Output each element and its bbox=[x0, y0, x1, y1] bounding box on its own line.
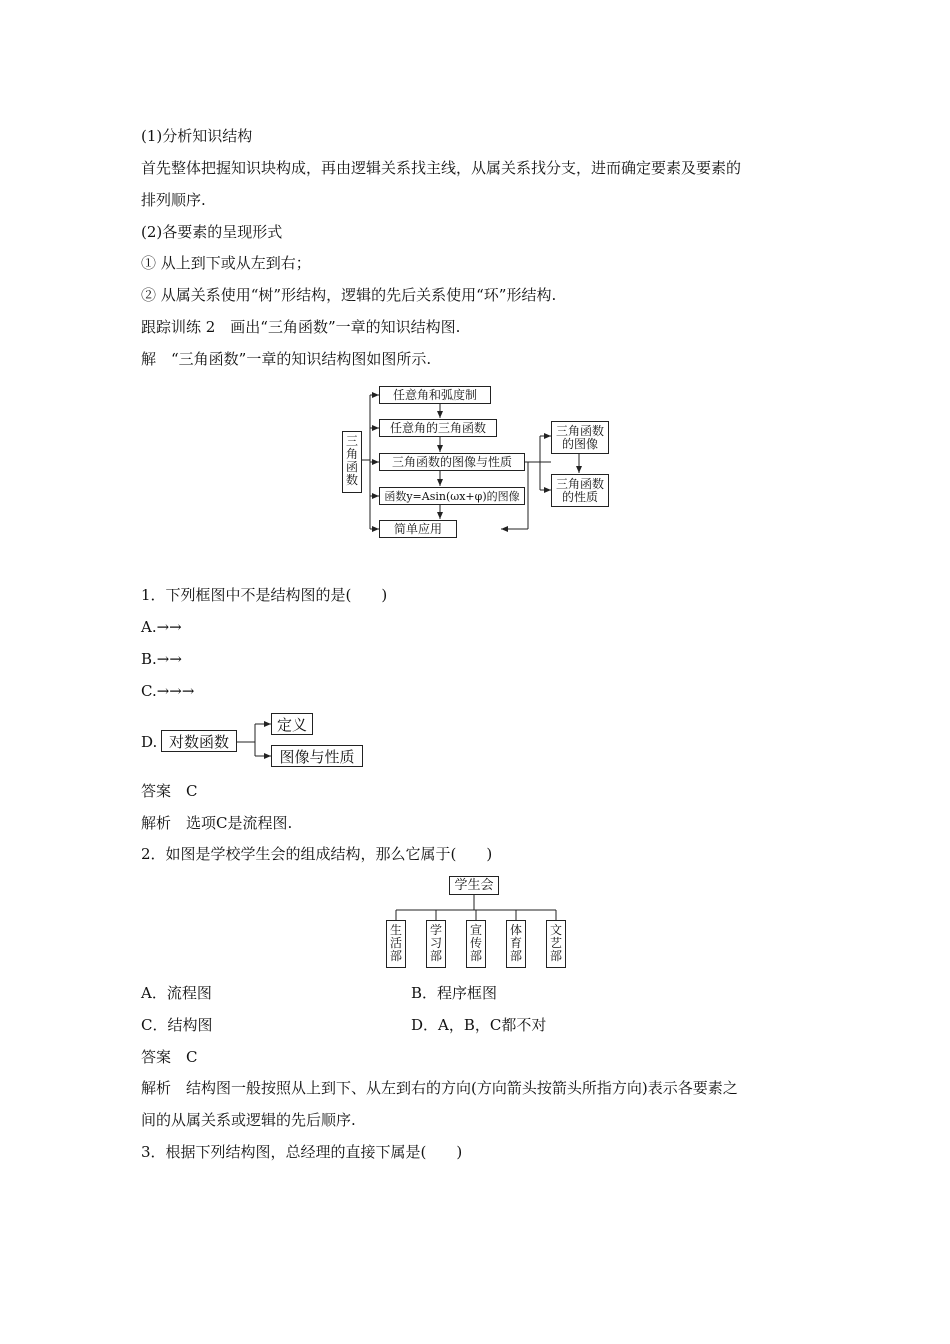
section-heading-1: (1)分析知识结构 bbox=[141, 127, 253, 145]
node-publicity-dept: 宣传部 bbox=[466, 920, 486, 968]
answer-1: 答案 C bbox=[141, 782, 198, 800]
question-2: 2．如图是学校学生会的组成结构，那么它属于( ) bbox=[141, 845, 493, 863]
node-simple-applications: 简单应用 bbox=[379, 520, 457, 538]
solution-line: 解 “三角函数”一章的知识结构图如图所示. bbox=[141, 350, 432, 368]
diagram-root-trig-functions: 三角函数 bbox=[342, 431, 362, 493]
option-b: B．程序框图 bbox=[411, 984, 498, 1002]
node-trig-properties: 三角函数的性质 bbox=[551, 474, 609, 507]
option-c: C．结构图 bbox=[141, 1016, 213, 1034]
node-arts-dept: 文艺部 bbox=[546, 920, 566, 968]
section-heading-2: (2)各要素的呈现形式 bbox=[141, 223, 283, 241]
node-student-union: 学生会 bbox=[449, 876, 499, 895]
paragraph-line: 排列顺序. bbox=[141, 191, 206, 209]
list-item: ① 从上到下或从左到右； bbox=[141, 254, 311, 272]
node-sports-dept: 体育部 bbox=[506, 920, 526, 968]
explanation-1: 解析 选项C是流程图. bbox=[141, 814, 293, 832]
node-arbitrary-angle: 任意角和弧度制 bbox=[379, 386, 491, 404]
node-graph-properties: 图像与性质 bbox=[271, 745, 363, 767]
node-asin-graph: 函数y=Asin(ωx+φ)的图像 bbox=[379, 487, 525, 505]
node-study-dept: 学习部 bbox=[426, 920, 446, 968]
option-b: B.→→ bbox=[141, 650, 182, 668]
paragraph-line: 首先整体把握知识块构成，再由逻辑关系找主线，从属关系找分支，进而确定要素及要素的 bbox=[141, 159, 742, 177]
list-item: ② 从属关系使用“树”形结构，逻辑的先后关系使用“环”形结构. bbox=[141, 286, 557, 304]
explanation-2-cont: 间的从属关系或逻辑的先后顺序. bbox=[141, 1111, 356, 1129]
explanation-2: 解析 结构图一般按照从上到下、从左到右的方向(方向箭头按箭头所指方向)表示各要素之 bbox=[141, 1079, 738, 1097]
node-life-dept: 生活部 bbox=[386, 920, 406, 968]
node-log-function: 对数函数 bbox=[161, 730, 237, 752]
exercise-title: 跟踪训练 2 画出“三角函数”一章的知识结构图. bbox=[141, 318, 461, 336]
node-trig-of-arbitrary-angle: 任意角的三角函数 bbox=[379, 419, 497, 437]
node-trig-graphs: 三角函数的图像 bbox=[551, 421, 609, 454]
option-c: C.→→→ bbox=[141, 682, 195, 700]
node-graph-and-properties: 三角函数的图像与性质 bbox=[379, 453, 525, 471]
answer-2: 答案 C bbox=[141, 1048, 198, 1066]
option-a: A.→→ bbox=[141, 618, 182, 636]
question-3: 3．根据下列结构图，总经理的直接下属是( ) bbox=[141, 1143, 463, 1161]
question-1: 1．下列框图中不是结构图的是( ) bbox=[141, 586, 388, 604]
option-d-label: D. bbox=[141, 733, 158, 751]
option-d: D．A，B，C都不对 bbox=[411, 1016, 547, 1034]
option-a: A．流程图 bbox=[141, 984, 212, 1002]
node-definition: 定义 bbox=[271, 713, 313, 735]
